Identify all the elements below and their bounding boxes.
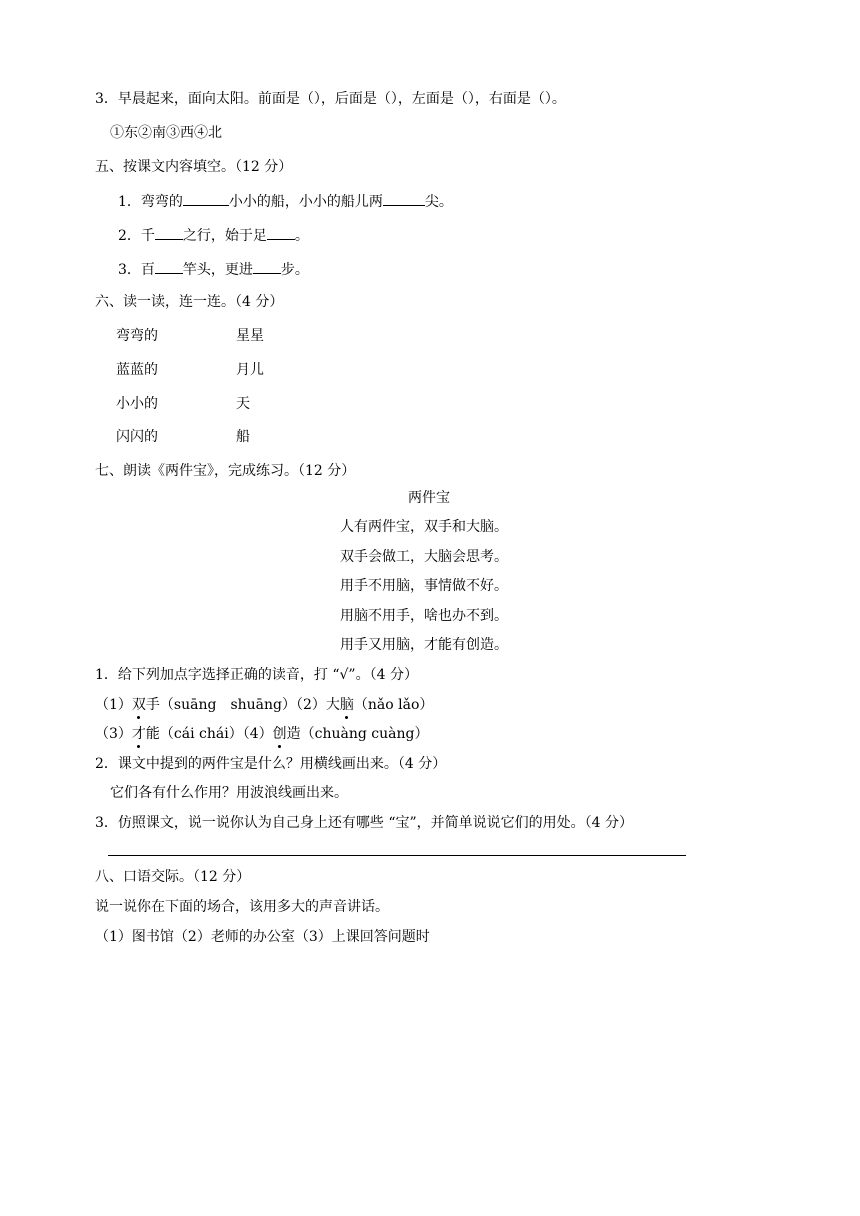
match-left[interactable]: 闪闪的 [116,429,158,445]
question-text: 早晨起来，面向太阳。前面是（），后面是（），左面是（），右面是（）。 [117,91,566,107]
dotted-char: 双 [131,697,146,713]
poem-line: 用手不用脑，事情做不好。 [340,578,508,594]
match-left[interactable]: 蓝蓝的 [116,362,158,378]
match-right[interactable]: 天 [236,396,250,412]
dotted-char: 创 [272,726,287,742]
question-7-1: 1．给下列加点字选择正确的读音，打 “√”。（4 分） [95,667,418,683]
dotted-char: 脑 [339,697,354,713]
pinyin-choice-line: （1）双手（suāng shuāng）（2）大脑（nǎo lǎo） [95,697,434,713]
question-number: 3． [95,91,118,107]
question-3 [95,90,566,108]
fill-blank[interactable] [267,226,295,240]
match-left[interactable]: 弯弯的 [116,328,158,344]
fill-item: 2．千 之行，始于足 。 [118,228,309,244]
question-7-2-sub: 它们各有什么作用？用波浪线画出来。 [110,785,348,801]
match-right[interactable]: 船 [236,429,250,445]
fill-blank[interactable] [183,192,229,206]
fill-item: 3．百 竿头，更进 步。 [118,262,309,278]
section-8-options: （1）图书馆（2）老师的办公室（3）上课回答问题时 [95,929,430,945]
section-6-title: 六、读一读，连一连。（4 分） [95,294,284,310]
match-left[interactable]: 小小的 [116,396,158,412]
match-right[interactable]: 星星 [236,328,264,344]
section-8-title: 八、口语交际。（12 分） [95,869,251,885]
pinyin-choice-line: （3）才能（cái chái）（4）创造（chuàng cuàng） [95,726,429,742]
answer-line[interactable] [108,855,686,856]
question-3-options: ①东②南③西④北 [110,125,222,141]
fill-blank[interactable] [155,260,183,274]
dotted-char: 才 [131,726,146,742]
poem-title: 两件宝 [408,490,450,506]
fill-item: 1．弯弯的 小小的船，小小的船儿两 尖。 [118,194,453,210]
fill-blank[interactable] [253,260,281,274]
match-right[interactable]: 月儿 [236,362,264,378]
section-5-title: 五、按课文内容填空。（12 分） [95,159,293,175]
fill-blank[interactable] [155,226,183,240]
section-7-title: 七、朗读《两件宝》，完成练习。（12 分） [95,463,356,479]
poem-line: 用脑不用手，啥也办不到。 [340,608,508,624]
poem-line: 双手会做工，大脑会思考。 [340,549,508,565]
question-7-2: 2．课文中提到的两件宝是什么？用横线画出来。（4 分） [95,756,447,772]
question-7-3: 3．仿照课文，说一说你认为自己身上还有哪些 “宝”，并简单说说它们的用处。（4 分） [95,815,634,831]
section-8-prompt: 说一说你在下面的场合，该用多大的声音讲话。 [95,899,389,915]
fill-blank[interactable] [383,192,425,206]
poem-line: 用手又用脑，才能有创造。 [340,637,508,653]
poem-line: 人有两件宝，双手和大脑。 [340,519,508,535]
